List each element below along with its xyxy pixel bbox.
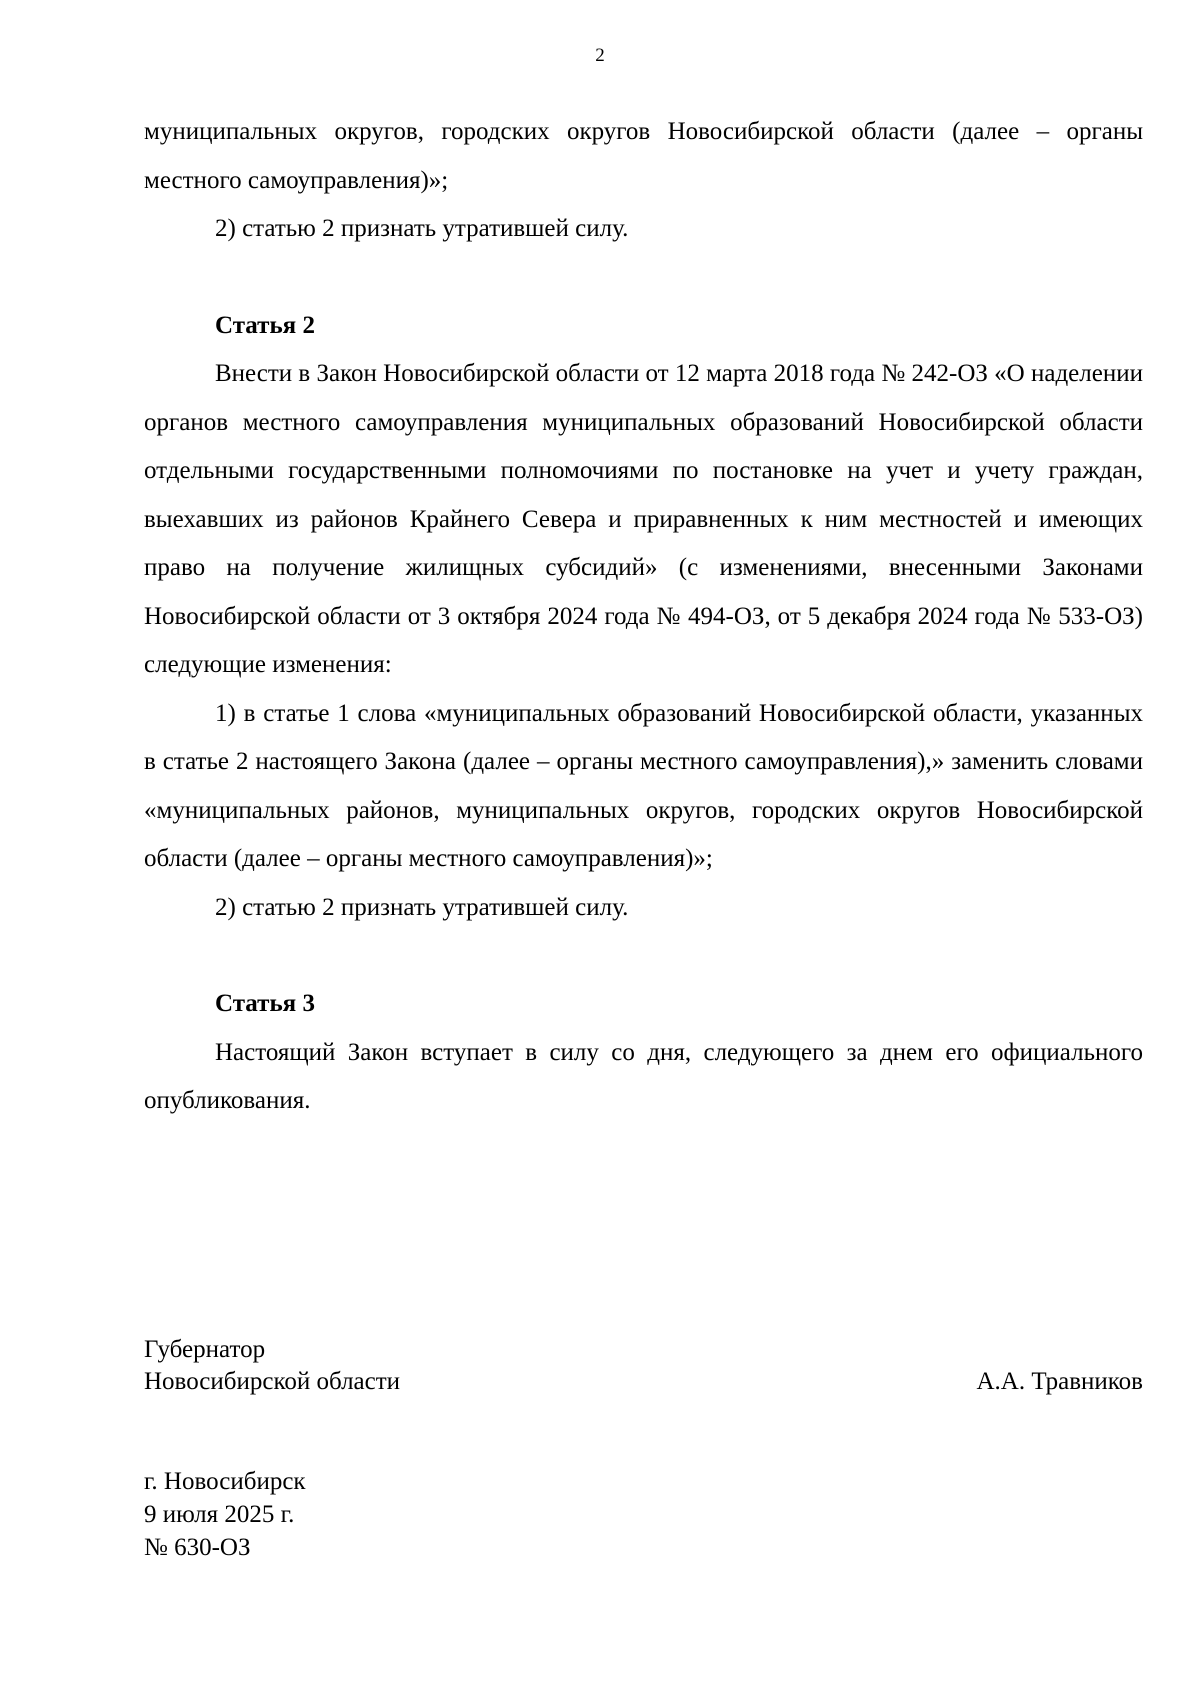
article-2-paragraph-3: 2) статью 2 признать утратившей силу.: [215, 893, 629, 921]
spacer: [144, 254, 1143, 302]
signature-block: [144, 1334, 1143, 1398]
intro-paragraph-2: 2) статью 2 признать утратившей силу.: [215, 215, 629, 242]
article-3-paragraph-1: Настоящий Закон вступает в силу со дня, следующего за днем его официального опубликования.: [144, 1038, 1143, 1114]
signatory-title-line-2: Новосибирской области: [144, 1368, 401, 1395]
article-2-paragraph-1: Внести в Закон Новосибирской области от 12 марта 2018 года № 242-ОЗ «О наделении органов местного самоуправления муниципальных образований Новосибирской области отдельными государственными полномочиями по постановке на учет и учету граждан, выехавших из районов Крайнего Севера и приравненных к ним местностей и имеющих право на получение жилищных субсидий» (с изменениями, внесенными Законами Новосибирской области от 3 октября 2024 года № 494-ОЗ, от 5 декабря 2024 года № 533-ОЗ) следующие изменения:: [144, 360, 1143, 678]
footer-law-number: № 630-ОЗ: [144, 1534, 251, 1561]
article-2-heading: Статья 2: [215, 311, 315, 339]
article-2-paragraph-2: 1) в статье 1 слова «муниципальных образований Новосибирской области, указанных в статье 2 настоящего Закона (далее – органы местного самоуправления),» заменить словами «муниципальных районов, муниципальных округов, городских округов Новосибирской области (далее – органы местного самоуправления)»;: [144, 699, 1143, 872]
page-number: 2: [595, 45, 605, 66]
footer-date: 9 июля 2025 г.: [144, 1501, 295, 1528]
signature-row: [144, 1366, 1143, 1398]
document-footer: [144, 1465, 744, 1564]
article-3-heading: Статья 3: [215, 990, 315, 1017]
signatory-title-line-1: Губернатор: [144, 1336, 266, 1363]
signatory-name: А.А. Травников: [976, 1368, 1143, 1395]
spacer: [144, 932, 1143, 980]
document-body: [144, 108, 1143, 1126]
intro-paragraph-1: муниципальных округов, городских округов Новосибирской области (далее – органы местного самоуправления)»;: [144, 118, 1143, 194]
footer-city: г. Новосибирск: [144, 1468, 306, 1495]
